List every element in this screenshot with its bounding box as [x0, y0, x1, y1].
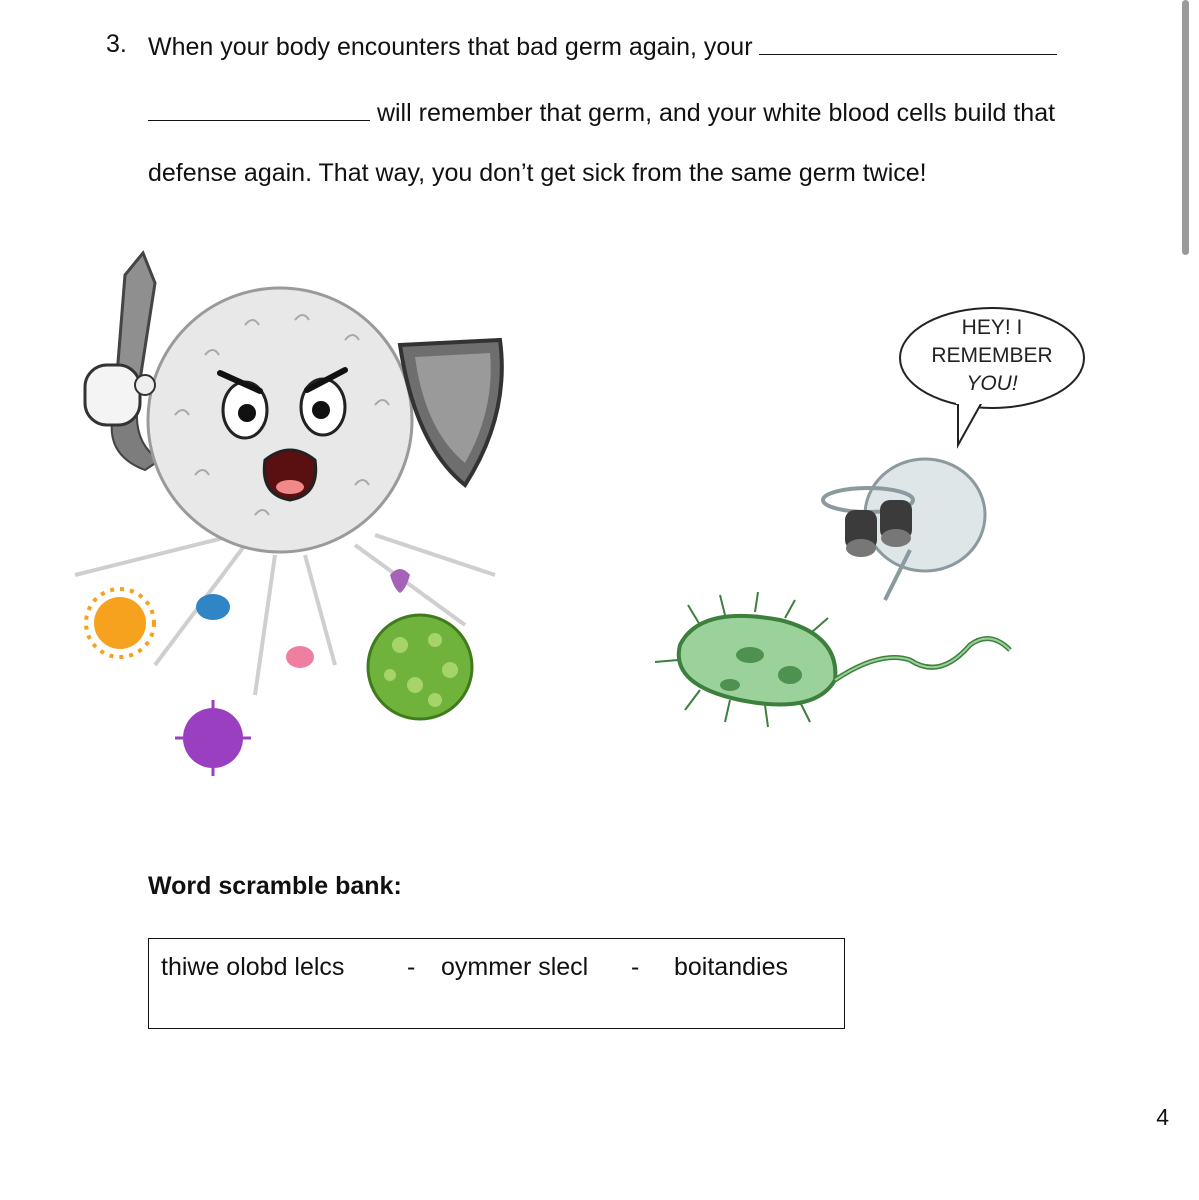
question-text-1: When your body encounters that bad germ again, your	[148, 33, 753, 61]
blue-germ-icon	[196, 594, 230, 620]
white-blood-cell-illustration	[55, 245, 525, 795]
green-germ-icon	[368, 615, 472, 719]
word-bank-box	[148, 938, 845, 1029]
scrollbar[interactable]	[1182, 0, 1189, 255]
question-line-3: defense again. That way, you don’t get sick from the same germ twice!	[148, 159, 927, 187]
purple-small-germ-icon	[390, 569, 410, 593]
question-line-2	[148, 96, 1055, 128]
purple-germ-icon	[175, 700, 251, 776]
yellow-germ-icon	[86, 589, 154, 657]
remember-illustration	[640, 300, 1053, 740]
speech-bubble	[900, 308, 1084, 445]
pink-germ-icon	[286, 646, 314, 668]
word-bank-separator: -	[631, 953, 640, 981]
question-number: 3.	[106, 30, 127, 58]
page-number: 4	[1156, 1104, 1169, 1130]
answer-blank-1a	[759, 30, 1057, 55]
word-bank-item: thiwe olobd lelcs	[161, 953, 345, 981]
question-text-2: will remember that germ, and your white blood cells build that	[376, 99, 1056, 127]
word-bank-title: Word scramble bank:	[148, 872, 402, 900]
question-line-1	[148, 30, 1057, 62]
speech-line-1: HEY! I	[961, 316, 1023, 339]
speech-line-3: YOU!	[966, 372, 1018, 395]
cell-body	[148, 288, 412, 552]
hand-icon	[85, 365, 155, 425]
word-bank-separator: -	[407, 953, 416, 981]
word-bank-item: boitandies	[674, 953, 788, 981]
bacterium-icon	[655, 592, 1010, 727]
speech-line-2: REMEMBER	[931, 344, 1053, 367]
word-bank-item: oymmer slecl	[441, 953, 589, 981]
answer-blank-1b	[148, 96, 370, 121]
